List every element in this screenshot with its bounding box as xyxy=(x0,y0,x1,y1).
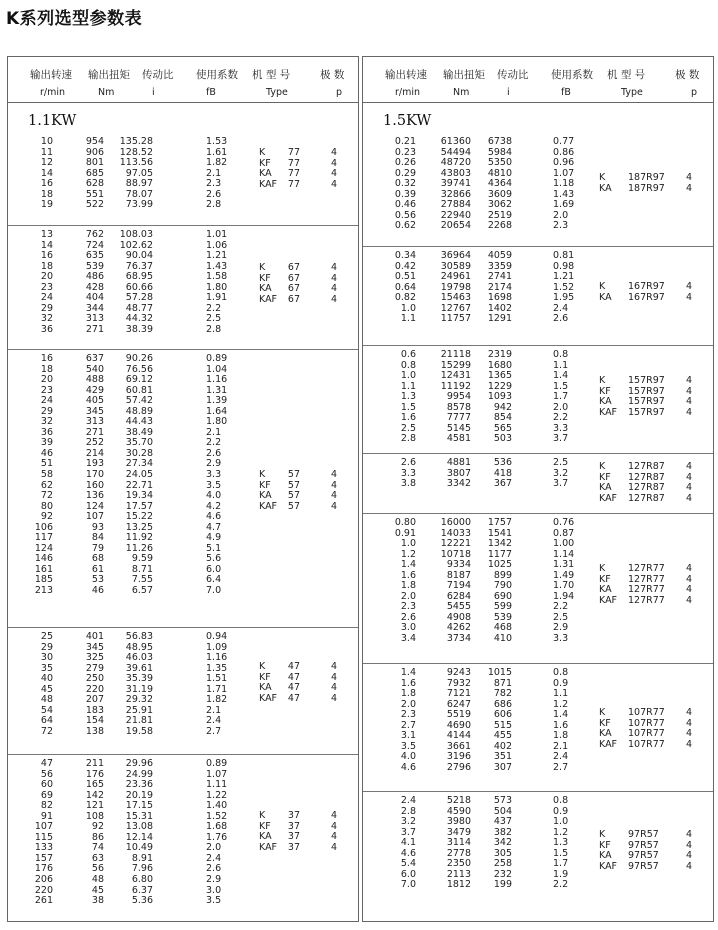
service-factor-column: 0.77 0.86 0.96 1.07 1.18 1.43 1.69 2.0 2.3 xyxy=(553,136,575,232)
service-factor-column: 1.01 1.06 1.21 1.43 1.58 1.80 1.91 2.2 2.5 2.8 xyxy=(206,229,228,335)
data-column: 16 18 20 23 24 29 32 36 39 46 51 58 62 72 80 92 106 117 124 146 161 185 213 xyxy=(34,353,53,597)
pole-count: 4 4 4 4 xyxy=(331,810,338,853)
model-group xyxy=(363,663,713,792)
model-size: 107R77 107R77 107R77 107R77 xyxy=(628,707,665,750)
model-type: K KF KA KAF xyxy=(259,810,278,853)
data-column: 0.80 0.91 1.0 1.2 1.4 1.6 1.8 2.0 2.3 2.6 3.0 3.4 xyxy=(394,517,416,645)
model-type: K KF KA KAF xyxy=(599,707,618,750)
column-unit: r/min xyxy=(40,87,66,98)
pole-count: 4 4 xyxy=(686,281,693,303)
data-column: 10 11 12 14 16 18 19 xyxy=(40,136,53,211)
column-header: 机 型 号 xyxy=(252,69,291,81)
column-unit: fB xyxy=(206,87,216,98)
pole-count: 4 4 4 4 xyxy=(331,661,338,704)
model-size: 127R87 127R87 127R87 127R87 xyxy=(628,461,665,504)
pole-count: 4 4 4 4 xyxy=(686,563,693,606)
data-column: 25 29 30 35 40 45 48 54 64 72 xyxy=(40,631,53,737)
model-size: 167R97 167R97 xyxy=(628,281,665,303)
service-factor-column: 2.5 3.2 3.7 xyxy=(553,457,569,490)
model-type: K KF KA KAF xyxy=(259,469,278,512)
column-unit: r/min xyxy=(395,87,421,98)
column-header: 输出扭矩 xyxy=(88,69,130,81)
table-header xyxy=(8,57,358,103)
data-column: 0.34 0.42 0.51 0.64 0.82 1.0 1.1 xyxy=(394,250,416,325)
data-column: 21118 15299 12431 11192 9954 8578 7777 5145 4581 xyxy=(440,349,471,445)
data-column: 0.6 0.8 1.0 1.1 1.3 1.5 1.6 2.5 2.8 xyxy=(400,349,416,445)
model-size: 57 57 57 57 xyxy=(287,469,300,512)
data-column: 9243 7932 7121 6247 5519 4690 4144 3661 3196 2796 xyxy=(446,667,471,773)
data-column: 4059 3359 2741 2174 1698 1402 1291 xyxy=(487,250,512,325)
data-column: 954 906 801 685 628 551 522 xyxy=(85,136,104,211)
pole-count: 4 4 4 4 xyxy=(331,469,338,512)
column-header: 使用系数 xyxy=(551,69,593,81)
pole-count: 4 4 4 4 xyxy=(686,375,693,418)
model-group xyxy=(8,627,358,755)
model-type: K KF KA KAF xyxy=(599,829,618,872)
service-factor-column: 0.8 0.9 1.1 1.2 1.4 1.6 1.8 2.1 2.4 2.7 xyxy=(553,667,569,773)
data-column: 2319 1680 1365 1229 1093 942 854 565 503 xyxy=(487,349,512,445)
table-header xyxy=(363,57,713,103)
column-header: 使用系数 xyxy=(196,69,238,81)
model-group xyxy=(363,453,713,514)
column-unit: fB xyxy=(561,87,571,98)
service-factor-column: 1.53 1.61 1.82 2.1 2.3 2.6 2.8 xyxy=(206,136,228,211)
data-column: 108.03 102.62 90.04 76.37 68.95 60.66 57.28 48.77 44.32 38.39 xyxy=(119,229,153,335)
model-size: 47 47 47 47 xyxy=(287,661,300,704)
data-column: 29.96 24.99 23.36 20.19 17.15 15.31 13.08 12.14 10.49 8.91 7.96 6.80 6.37 5.36 xyxy=(125,758,153,907)
column-header: 极 数 xyxy=(675,69,700,81)
service-factor-column: 0.8 0.9 1.0 1.2 1.3 1.5 1.7 1.9 2.2 xyxy=(553,795,569,891)
data-column: 16000 14033 12221 10718 9334 8187 7194 6284 5455 4908 4262 3734 xyxy=(440,517,471,645)
pole-count: 4 4 4 4 xyxy=(686,707,693,750)
model-size: 157R97 157R97 157R97 157R97 xyxy=(628,375,665,418)
service-factor-column: 0.89 1.04 1.16 1.31 1.39 1.64 1.80 2.1 2.2 2.6 2.9 3.3 3.5 4.0 4.2 4.6 4.7 4.9 5.1 5.6 6.0 6.4 7.0 xyxy=(206,353,228,597)
service-factor-column: 0.94 1.09 1.16 1.35 1.51 1.71 1.82 2.1 2.4 2.7 xyxy=(206,631,228,737)
column-header: 机 型 号 xyxy=(607,69,646,81)
pole-count: 4 4 4 4 xyxy=(331,262,338,305)
model-group xyxy=(8,349,358,628)
column-header: 传动比 xyxy=(142,69,174,81)
data-column: 536 418 367 xyxy=(493,457,512,490)
model-type: K KF KA KAF xyxy=(259,661,278,704)
data-column: 0.21 0.23 0.26 0.29 0.32 0.39 0.46 0.56 0.62 xyxy=(394,136,416,232)
column-header: 输出扭矩 xyxy=(443,69,485,81)
model-type: K KF KA KAF xyxy=(599,563,618,606)
power-rating: 1.1KW xyxy=(28,113,77,129)
model-type: K KF KA KAF xyxy=(599,461,618,504)
column-unit: Nm xyxy=(98,87,115,98)
column-header: 极 数 xyxy=(320,69,345,81)
model-type: K KF KA KAF xyxy=(599,375,618,418)
column-header: 传动比 xyxy=(497,69,529,81)
model-size: 37 37 37 37 xyxy=(287,810,300,853)
column-unit: Nm xyxy=(453,87,470,98)
data-column: 56.83 48.95 46.03 39.61 35.39 31.19 29.32 25.91 21.81 19.58 xyxy=(125,631,153,737)
model-type: K KF KA KAF xyxy=(259,147,278,190)
column-unit: Type xyxy=(266,87,288,98)
data-column: 573 504 437 382 342 305 258 232 199 xyxy=(493,795,512,891)
pole-count: 4 4 4 4 xyxy=(686,829,693,872)
column-header: 输出转速 xyxy=(30,69,72,81)
model-type: K KA xyxy=(599,281,612,303)
data-column: 4881 3807 3342 xyxy=(446,457,471,490)
model-size: 187R97 187R97 xyxy=(628,172,665,194)
model-group xyxy=(363,513,713,664)
left-table xyxy=(7,56,359,922)
column-unit: p xyxy=(691,87,698,98)
data-column: 61360 54494 48720 43803 39741 32866 27884 22940 20654 xyxy=(440,136,471,232)
model-group xyxy=(8,225,358,350)
column-header: 输出转速 xyxy=(385,69,427,81)
pole-count: 4 4 4 4 xyxy=(686,461,693,504)
data-column: 90.26 76.56 69.12 60.81 57.42 48.89 44.43 38.49 35.70 30.28 27.34 24.05 22.71 19.34 17.57 15.22 13.25 11.92 11.26 9.59 8.71 7.55 6.57 xyxy=(125,353,153,597)
model-type: K KF KA KAF xyxy=(259,262,278,305)
data-column: 2.6 3.3 3.8 xyxy=(400,457,416,490)
data-column: 1757 1541 1342 1177 1025 899 790 690 599 539 468 410 xyxy=(487,517,512,645)
page-title: K系列选型参数表 xyxy=(6,9,143,29)
service-factor-column: 0.76 0.87 1.00 1.14 1.31 1.49 1.70 1.94 2.2 2.5 2.9 3.3 xyxy=(553,517,575,645)
model-group xyxy=(8,754,358,924)
model-group xyxy=(363,135,713,246)
data-column: 401 345 325 279 250 220 207 183 154 138 xyxy=(85,631,104,737)
data-column: 1015 871 782 686 606 515 455 402 351 307 xyxy=(487,667,512,773)
power-rating: 1.5KW xyxy=(383,113,432,129)
model-type: K KA xyxy=(599,172,612,194)
data-column: 36964 30589 24961 19798 15463 12767 11757 xyxy=(440,250,471,325)
model-size: 127R77 127R77 127R77 127R77 xyxy=(628,563,665,606)
column-unit: p xyxy=(336,87,343,98)
data-column: 2.4 2.8 3.2 3.7 4.1 4.6 5.4 6.0 7.0 xyxy=(400,795,416,891)
data-column: 211 176 165 142 121 108 92 86 74 63 56 48 45 38 xyxy=(85,758,104,907)
column-unit: i xyxy=(152,87,155,98)
data-column: 637 540 488 429 405 345 313 271 252 214 193 170 160 136 124 107 93 84 79 68 61 53 46 xyxy=(85,353,104,597)
model-group xyxy=(363,791,713,924)
model-group xyxy=(363,246,713,346)
column-unit: Type xyxy=(621,87,643,98)
service-factor-column: 0.8 1.1 1.4 1.5 1.7 2.0 2.2 3.3 3.7 xyxy=(553,349,569,445)
model-size: 77 77 77 77 xyxy=(287,147,300,190)
service-factor-column: 0.81 0.98 1.21 1.52 1.95 2.4 2.6 xyxy=(553,250,575,325)
data-column: 135.28 128.52 113.56 97.05 88.97 78.07 73.99 xyxy=(119,136,153,211)
model-group xyxy=(8,135,358,225)
model-size: 67 67 67 67 xyxy=(287,262,300,305)
pole-count: 4 4 4 4 xyxy=(331,147,338,190)
data-column: 6738 5984 5350 4810 4364 3609 3062 2519 2268 xyxy=(487,136,512,232)
column-unit: i xyxy=(507,87,510,98)
right-table xyxy=(362,56,714,922)
data-column: 1.4 1.6 1.8 2.0 2.3 2.7 3.1 3.5 4.0 4.6 xyxy=(400,667,416,773)
data-column: 47 56 60 69 82 91 107 115 133 157 176 206 220 261 xyxy=(34,758,53,907)
model-size: 97R57 97R57 97R57 97R57 xyxy=(628,829,659,872)
service-factor-column: 0.89 1.07 1.11 1.22 1.40 1.52 1.68 1.76 2.0 2.4 2.6 2.9 3.0 3.5 xyxy=(206,758,228,907)
data-column: 13 14 16 18 20 23 24 29 32 36 xyxy=(40,229,53,335)
data-column: 5218 4590 3980 3479 3114 2778 2350 2113 1812 xyxy=(446,795,471,891)
pole-count: 4 4 xyxy=(686,172,693,194)
model-group xyxy=(363,345,713,454)
data-column: 762 724 635 539 486 428 404 344 313 271 xyxy=(85,229,104,335)
